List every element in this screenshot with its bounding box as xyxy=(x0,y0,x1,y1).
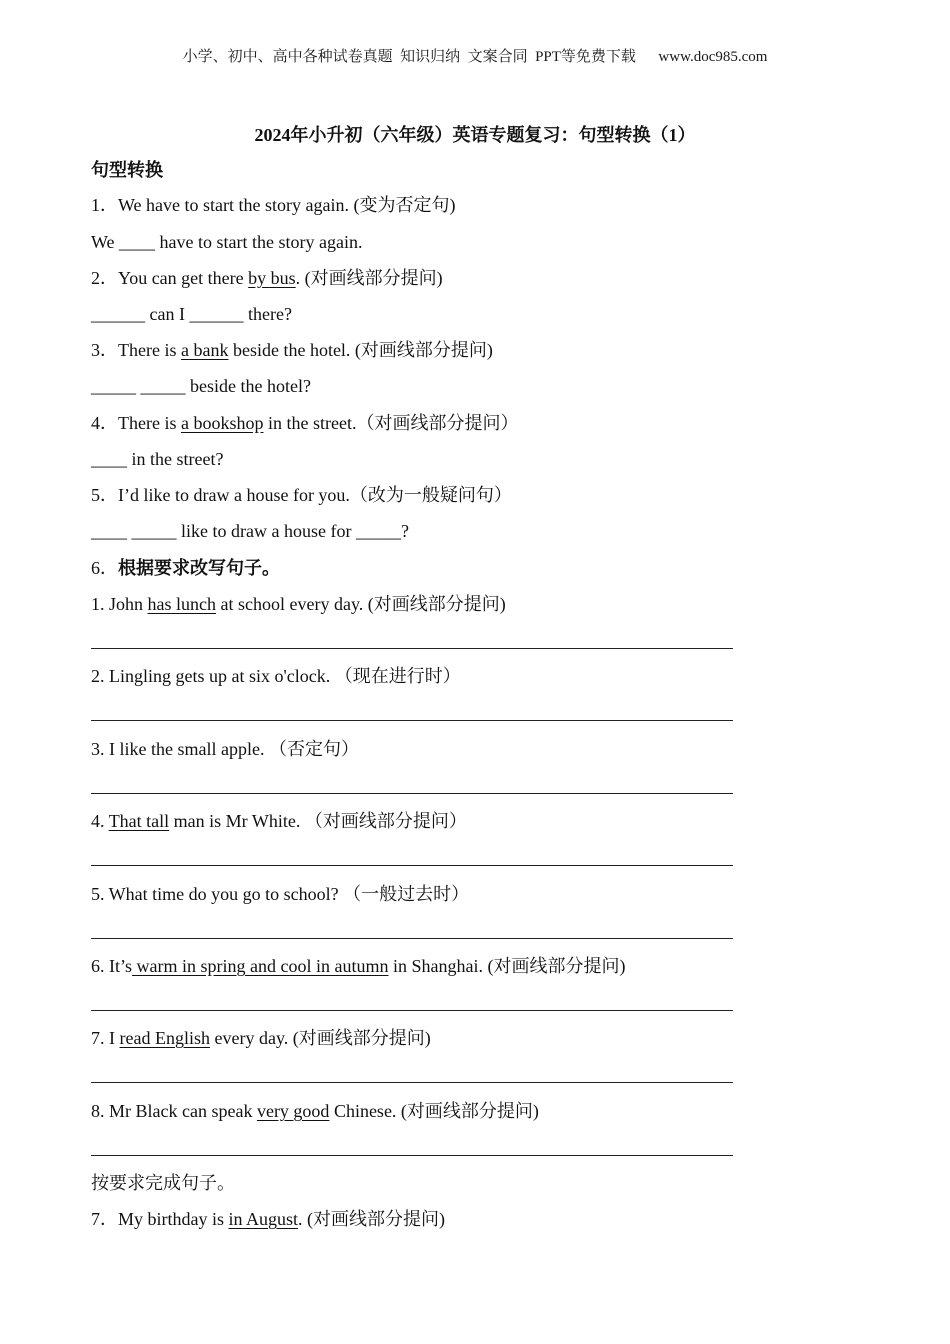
question-2 xyxy=(91,266,443,290)
answer-3: _____ _____ beside the hotel? xyxy=(91,376,311,396)
question-text: There is xyxy=(118,340,181,360)
answer-4: ____ in the street? xyxy=(91,449,224,469)
rewrite-item-2 xyxy=(91,664,461,688)
answer-line xyxy=(91,1155,733,1156)
section-6-heading xyxy=(91,556,280,580)
item-text: man is Mr White. （对画线部分提问） xyxy=(169,811,467,831)
rewrite-item-3 xyxy=(91,737,359,761)
question-text: in the street.（对画线部分提问） xyxy=(263,413,519,433)
item-text: 3. I like the small apple. （否定句） xyxy=(91,739,359,759)
question-text: We have to start the story again. (变为否定句) xyxy=(118,195,456,215)
underlined-phrase: has lunch xyxy=(147,594,216,614)
answer-1: We ____ have to start the story again. xyxy=(91,232,363,252)
question-number: 6． xyxy=(91,558,118,578)
answer-5: ____ _____ like to draw a house for _____? xyxy=(91,521,409,541)
answer-line xyxy=(91,865,733,866)
section-heading: 句型转换 xyxy=(91,160,163,180)
underlined-phrase: read English xyxy=(119,1028,210,1048)
answer-line xyxy=(91,720,733,721)
item-text: Chinese. (对画线部分提问) xyxy=(329,1101,539,1121)
item-text: at school every day. (对画线部分提问) xyxy=(216,594,506,614)
item-text: 4. xyxy=(91,811,109,831)
question-number: 3． xyxy=(91,340,118,360)
answer-2: ______ can I ______ there? xyxy=(91,304,292,324)
answer-line xyxy=(91,793,733,794)
rewrite-item-1 xyxy=(91,592,506,616)
rewrite-item-8 xyxy=(91,1099,539,1123)
section-heading: 按要求完成句子。 xyxy=(91,1173,235,1193)
underlined-phrase: in August xyxy=(228,1209,299,1229)
page-header xyxy=(0,45,950,66)
item-text: 1. John xyxy=(91,594,148,614)
item-text: 2. Lingling gets up at six o'clock. （现在进行时） xyxy=(91,666,461,686)
item-text: 8. Mr Black can speak xyxy=(91,1101,257,1121)
rewrite-item-6 xyxy=(91,954,625,978)
question-text: My birthday is xyxy=(118,1209,229,1229)
question-number: 5． xyxy=(91,485,118,505)
answer-line xyxy=(91,1082,733,1083)
question-5 xyxy=(91,483,512,507)
answer-line xyxy=(91,1010,733,1011)
item-text: 7. I xyxy=(91,1028,120,1048)
question-text: You can get there xyxy=(118,268,249,288)
header-text: 小学、初中、高中各种试卷真题 知识归纳 文案合同 PPT等免费下载 xyxy=(182,49,636,65)
underlined-phrase: by bus xyxy=(248,268,296,288)
question-number: 2． xyxy=(91,268,118,288)
question-1 xyxy=(91,193,455,217)
question-7 xyxy=(91,1207,445,1231)
question-number: 1． xyxy=(91,195,118,215)
item-text: every day. (对画线部分提问) xyxy=(209,1028,431,1048)
underlined-phrase: very good xyxy=(256,1101,330,1121)
header-site: www.doc985.com xyxy=(658,49,768,65)
question-text: . (对画线部分提问) xyxy=(298,1209,446,1229)
answer-line xyxy=(91,648,733,649)
question-3 xyxy=(91,338,493,362)
underlined-phrase: That tall xyxy=(108,811,170,831)
underlined-phrase: a bank xyxy=(180,340,229,360)
underlined-phrase: a bookshop xyxy=(180,413,264,433)
item-text: 5. What time do you go to school? （一般过去时） xyxy=(91,884,470,904)
rewrite-item-5 xyxy=(91,882,469,906)
item-text: in Shanghai. (对画线部分提问) xyxy=(388,956,626,976)
question-number: 4． xyxy=(91,413,118,433)
question-text: There is xyxy=(118,413,181,433)
underlined-phrase: warm in spring and cool in autumn xyxy=(132,956,389,976)
question-4 xyxy=(91,411,518,435)
item-text: 6. It’s xyxy=(91,956,133,976)
page-title: 2024年小升初（六年级）英语专题复习：句型转换（1） xyxy=(254,125,696,145)
rewrite-item-7 xyxy=(91,1026,431,1050)
question-text: . (对画线部分提问) xyxy=(295,268,443,288)
section-heading: 根据要求改写句子。 xyxy=(118,558,280,578)
question-text: I’d like to draw a house for you.（改为一般疑问句） xyxy=(118,485,512,505)
question-text: beside the hotel. (对画线部分提问) xyxy=(228,340,493,360)
question-number: 7． xyxy=(91,1209,118,1229)
rewrite-item-4 xyxy=(91,809,467,833)
answer-line xyxy=(91,938,733,939)
